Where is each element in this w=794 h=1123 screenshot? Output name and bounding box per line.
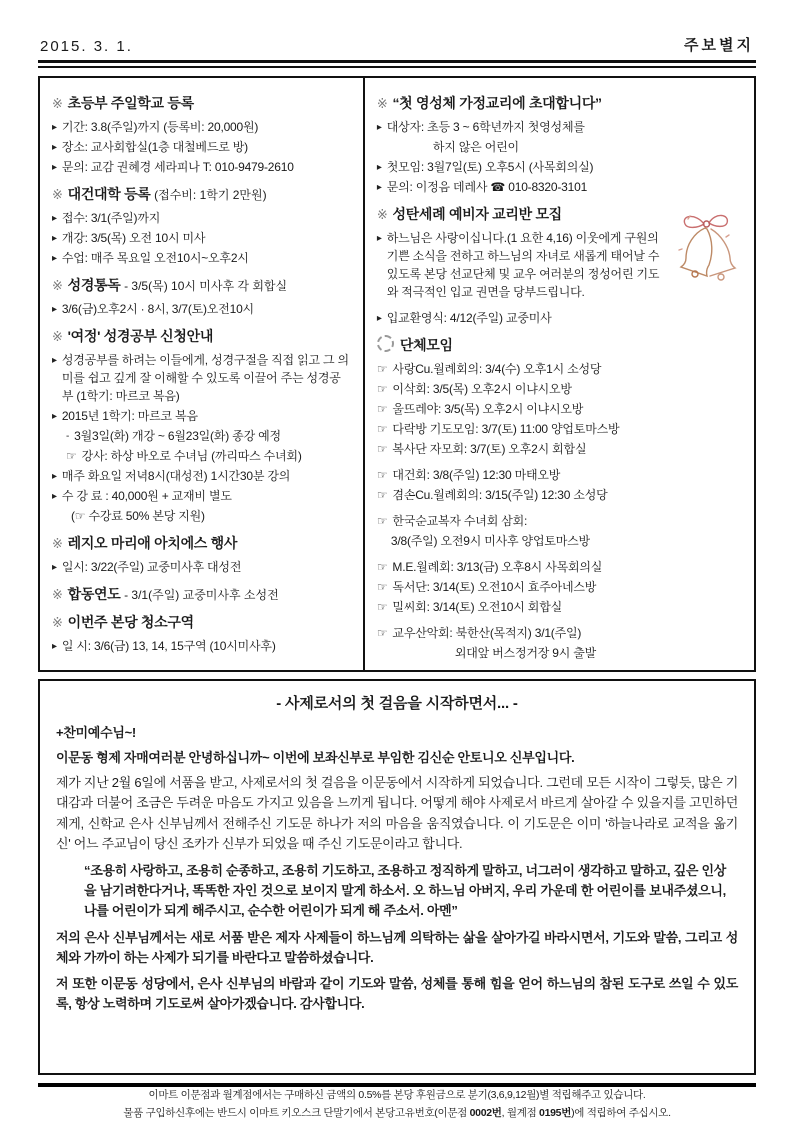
notice-box: [38, 76, 756, 672]
list-item: ▸ 일 시: 3/6(금) 13, 14, 15구역 (10시미사후): [52, 639, 276, 653]
list-item: ▸ 수업: 매주 목요일 오전10시~오후2시: [52, 251, 249, 265]
list-item: ▸ 입교환영식: 4/12(주일) 교중미사: [376, 311, 552, 325]
bullet-icon: ▸: [52, 562, 57, 573]
hand-icon: ☞: [376, 600, 388, 614]
list-item: - 3월3일(화) 개강 ~ 6월23일(화) 종강 예정: [66, 429, 281, 443]
list-item: ☞ 한국순교복자 수녀회 삼회:: [376, 514, 528, 528]
footer-note-line1: 이마트 이문점과 월계점에서는 구매하신 금액의 0.5%를 본당 후원금으로 분기(3,6,9,12월)별 적립해주고 있습니다.: [148, 1089, 646, 1101]
section-marker-icon: ※: [52, 278, 63, 293]
hand-icon: ☞: [376, 580, 388, 594]
hand-icon: ☞: [66, 449, 77, 463]
notice-column-left: [40, 78, 365, 670]
list-item: ▸ 장소: 교사회합실(1층 대철베드로 방): [52, 140, 248, 154]
section-first-communion: [377, 93, 742, 196]
section-marker-icon: ※: [52, 615, 63, 630]
list-item: ▸ 대상자: 초등 3 ~ 6학년까지 첫영성체를: [376, 120, 585, 134]
page-date: 2015. 3. 1.: [40, 38, 133, 55]
section-daegeon-college: [52, 184, 351, 267]
list-item: ▸ 매주 화요일 저녁8시(대성전) 1시간30분 강의: [52, 469, 291, 483]
section-marker-icon: ※: [52, 96, 63, 111]
bullet-icon: ▸: [52, 162, 57, 173]
bullet-icon: ▸: [52, 641, 57, 652]
section-title: 이번주 본당 청소구역: [67, 614, 194, 630]
list-item: ▸ 개강: 3/5(목) 오전 10시 미사: [52, 231, 206, 245]
bells-illustration: [674, 209, 742, 293]
section-bible-study: [52, 326, 351, 525]
letter-greeting: +찬미예수님~!: [56, 725, 136, 740]
list-item: ☞ 사랑Cu.월례회의: 3/4(수) 오후1시 소성당: [376, 362, 602, 376]
list-item: ☞ 교우산악회: 북한산(목적지) 3/1(주일): [376, 626, 582, 640]
dash-icon: -: [66, 431, 70, 442]
list-item: ☞ 다락방 기도모임: 3/7(토) 11:00 양업토마스방: [376, 422, 620, 436]
letter-paragraph: 저 또한 이문동 성당에서, 은사 신부님의 바람과 같이 기도와 말씀, 성체를 통해 힘을 얻어 하느님의 참된 도구로 쓰일 수 있도록, 항상 노력하며 기도로써 살아가겠습니다. 감사합니다.: [56, 975, 738, 1011]
hand-icon: ☞: [376, 514, 388, 528]
list-item: 하지 않은 어린이: [432, 140, 519, 154]
section-sunday-school: [52, 93, 351, 176]
bullet-icon: ▸: [376, 162, 382, 173]
section-title: 합동연도: [67, 586, 121, 602]
list-item: ☞ 겸손Cu.월례회의: 3/15(주일) 12:30 소성당: [376, 488, 608, 502]
section-title: “첫 영성체 가정교리에 초대합니다”: [392, 95, 602, 111]
hand-icon: ☞: [376, 402, 388, 416]
bullet-icon: ▸: [376, 122, 382, 133]
list-item: ☞ 강사: 하상 바오로 수녀님 (까리따스 수녀회): [66, 449, 302, 463]
section-subtitle: - 3/1(주일) 교중미사후 소성전: [124, 588, 279, 602]
section-title: 초등부 주일학교 등록: [67, 95, 194, 111]
list-item: ▸ 하느님은 사랑이십니다.(1 요한 4,16) 이웃에게 구원의 기쁜 소식을 전하고 하느님의 자녀로 새롭게 태어날 수 있도록 본당 선교단체 및 교우 여러분의 정성어린 기도와 적극적인 입교 권면을 당부드립니다.: [376, 231, 660, 299]
bullet-icon: ▸: [52, 233, 57, 244]
hand-icon: ☞: [376, 488, 388, 502]
list-item: ▸ 2015년 1학기: 마르코 복음: [52, 409, 198, 423]
section-marker-icon: ※: [376, 96, 388, 111]
section-cleaning-area: [52, 612, 351, 655]
section-title: '여정' 성경공부 신청안내: [67, 328, 214, 344]
bullet-icon: ▸: [376, 233, 382, 244]
bullet-icon: ▸: [52, 142, 57, 153]
section-subtitle: (접수비: 1학기 2만원): [154, 188, 267, 202]
section-title: 레지오 마리애 아치에스 행사: [67, 535, 238, 551]
list-item: ☞ 이삭회: 3/5(목) 오후2시 이냐시오방: [376, 382, 572, 396]
section-bible-reading: [52, 275, 351, 318]
hand-icon: ☞: [376, 422, 388, 436]
letter-quote: “조용히 사랑하고, 조용히 순종하고, 조용히 기도하고, 조용하고 정직하게 말하고, 너그러이 생각하고 말하고, 깊은 인상을 남기려한다거나, 똑똑한 자인 것으로 보이지 말게 하소서. 오 하느님 아버지, 우리 가운데 한 어린이를 보내주셨으니, 나를 어린이가 되게 해주시고, 순수한 어린이가 되게 해 주소서. 아멘”: [84, 862, 726, 919]
list-item: ▸ 기간: 3.8(주일)까지 (등록비: 20,000원): [52, 120, 259, 134]
bullet-icon: ▸: [52, 355, 57, 366]
section-marker-icon: ※: [52, 536, 63, 551]
list-item: 외대앞 버스정거장 9시 출발: [454, 646, 597, 660]
hand-icon: ☞: [376, 382, 388, 396]
page-footer: [38, 1083, 756, 1123]
section-marker-icon: ※: [376, 207, 388, 222]
letter-box: [38, 679, 756, 1075]
list-item: ▸ 수 강 료 : 40,000원 + 교재비 별도: [52, 489, 232, 503]
section-marker-icon: ※: [52, 329, 63, 344]
hand-icon: ☞: [376, 560, 388, 574]
hand-icon: ☞: [376, 626, 388, 640]
store-code-imun: 0002번: [469, 1106, 502, 1119]
footer-note-line2: 물품 구입하신후에는 반드시 이마트 키오스크 단말기에서 본당고유번호(이문점 0002번, 월계점 0195번)에 적립하여 주십시오.: [123, 1106, 671, 1119]
bullet-icon: ▸: [52, 122, 57, 133]
header-divider: [38, 60, 756, 68]
section-christmas-baptism: [377, 204, 742, 327]
list-item: ▸ 첫모임: 3월7일(토) 오후5시 (사목회의실): [376, 160, 594, 174]
list-item: ☞ 울뜨레야: 3/5(목) 오후2시 이냐시오방: [376, 402, 584, 416]
section-title: 성경통독: [67, 277, 121, 293]
bullet-icon: ▸: [376, 182, 382, 193]
list-item: ▸ 3/6(금)오후2시 · 8시, 3/7(토)오전10시: [52, 302, 254, 316]
hand-icon: ☞: [376, 362, 388, 376]
list-item: ▸ 성경공부를 하려는 이들에게, 성경구절을 직접 읽고 그 의미를 쉽고 깊게 잘 이해할 수 있도록 이끌어 주는 성경공부 (1학기: 마르코 복음): [52, 353, 349, 403]
list-item: ☞ 밀씨회: 3/14(토) 오전10시 회합실: [376, 600, 562, 614]
flower-icon: [377, 335, 394, 352]
section-subtitle: - 3/5(목) 10시 미사후 각 회합실: [124, 279, 288, 293]
list-item: ▸ 문의: 교감 권혜경 세라피나 T: 010-9479-2610: [52, 160, 294, 174]
letter-paragraph: 제가 지난 2월 6일에 서품을 받고, 사제로서의 첫 걸음을 이문동에서 시작하게 되었습니다. 그런데 모든 시작이 그렇듯, 많은 기대감과 더불어 조금은 두려운 마음도 가지고 있음을 느끼게 됩니다. 어떻게 해야 사제로서 바르게 살아갈 수 있을지를 고민하던 제게, 신학교 은사 신부님께서 전해주신 기도문 하나가 저의 마음을 움직였습니다. 이 기도문은 이미 '하늘나라로 교적을 옮기신' 어느 주교님이 당신 조카가 신부가 되었을 때 주신 기도문이라고 합니다.: [56, 775, 738, 851]
section-legio-acies: [52, 533, 351, 576]
notice-column-right: [365, 78, 754, 670]
section-joint-prayer: [52, 584, 351, 604]
bullet-icon: ▸: [52, 471, 57, 482]
list-item: ☞ 독서단: 3/14(토) 오전10시 효주아네스방: [376, 580, 597, 594]
list-item: ▸ 접수: 3/1(주일)까지: [52, 211, 161, 225]
list-item: ☞ 복사단 자모회: 3/7(토) 오후2시 회합실: [376, 442, 587, 456]
bullet-icon: ▸: [52, 213, 57, 224]
bulletin-label: 주보별지: [684, 37, 754, 54]
store-code-wolgye: 0195번: [539, 1106, 572, 1119]
bullet-icon: ▸: [52, 253, 57, 264]
section-title: 성탄세례 예비자 교리반 모집: [392, 206, 562, 222]
section-marker-icon: ※: [52, 587, 63, 602]
bullet-icon: ▸: [376, 313, 382, 324]
letter-paragraph: 저의 은사 신부님께서는 새로 서품 받은 제자 사제들이 하느님께 의탁하는 삶을 살아가길 바라시면서, 기도와 말씀, 그리고 성체와 가까이 하는 사제가 되기를 바란다고 말씀하셨습니다.: [56, 930, 738, 966]
section-title: 단체모임: [399, 337, 453, 353]
list-item: (☞ 수강료 50% 본당 지원): [71, 509, 205, 523]
page-header: [38, 34, 756, 60]
list-item: ☞ 대건회: 3/8(주일) 12:30 마태오방: [376, 468, 561, 482]
bullet-icon: ▸: [52, 411, 57, 422]
letter-paragraph: 이문동 형제 자매여러분 안녕하십니까~ 이번에 보좌신부로 부임한 김신순 안토니오 신부입니다.: [56, 750, 575, 766]
letter-title: - 사제로서의 첫 걸음을 시작하면서... -: [276, 695, 518, 712]
bullet-icon: ▸: [52, 304, 57, 315]
list-item: 3/8(주일) 오전9시 미사후 양업토마스방: [390, 534, 590, 548]
section-group-meetings: [377, 335, 742, 662]
section-title: 대건대학 등록: [67, 186, 151, 202]
bullet-icon: ▸: [52, 491, 57, 502]
hand-icon: ☞: [376, 442, 388, 456]
list-item: ▸ 일시: 3/22(주일) 교중미사후 대성전: [52, 560, 242, 574]
list-item: ☞ M.E.월례회: 3/13(금) 오후8시 사목회의실: [376, 560, 603, 574]
section-marker-icon: ※: [52, 187, 63, 202]
list-item: ▸ 문의: 이정음 데레사 ☎ 010-8320-3101: [376, 180, 588, 194]
hand-icon: ☞: [376, 468, 388, 482]
